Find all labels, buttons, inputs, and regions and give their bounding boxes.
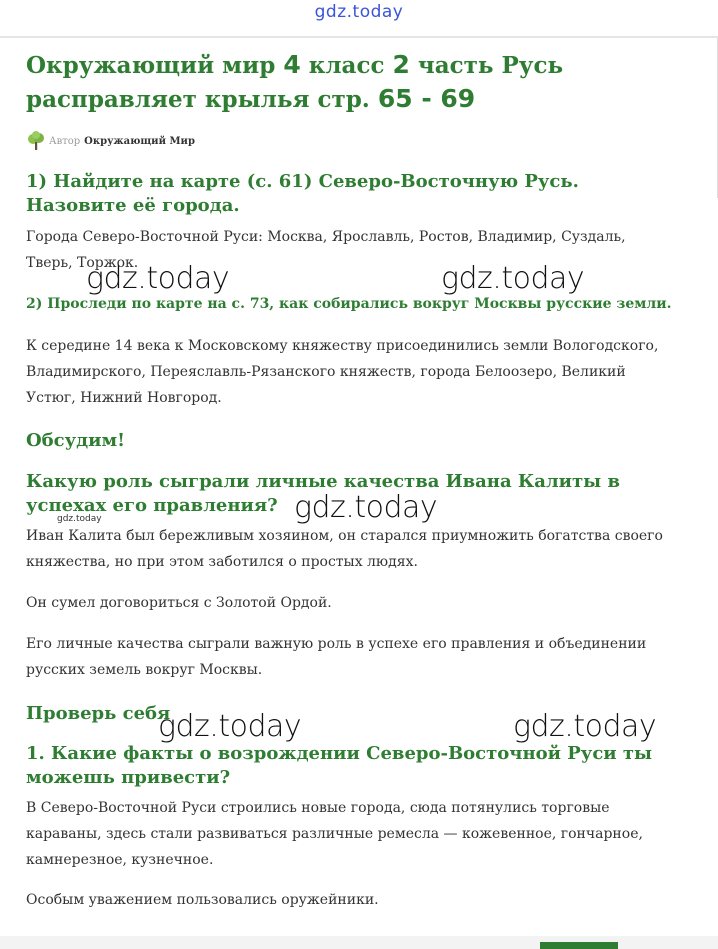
author-label: Автор <box>49 135 81 147</box>
question-2-title: 2) Проследи по карте на с. 73, как собирались вокруг Москвы русские земли. <box>26 296 672 312</box>
question-3-paragraph-1: Иван Калита был бережливым хозяином, он старался приумножить богатства своего княжества, но при этом заботился о простых людях. <box>26 528 663 570</box>
question-3-paragraph-2: Он сумел договориться с Золотой Ордой. <box>26 595 332 611</box>
title-grade: 4 <box>283 50 301 79</box>
question-4-paragraph-1: В Северо-Восточной Руси строились новые города, сюда потянулись торговые караваны, здесь стали развиваться различные ремесла — кожевенное, гончарное, камнерезное, кузнечное. <box>26 800 643 868</box>
watermark: gdz.today <box>86 261 230 296</box>
watermark: gdz.today <box>158 709 302 744</box>
check-yourself-title: Проверь себя <box>26 703 171 724</box>
title-part: Окружающий мир <box>26 52 284 79</box>
question-3-paragraph-3: Его личные качества сыграли важную роль в успехе его правления и объединении русских земель вокруг Москвы. <box>26 636 647 678</box>
page-title <box>26 48 686 116</box>
question-3-title: Какую роль сыграли личные качества Ивана Калиты в успехах его правления? <box>26 471 620 516</box>
watermark: gdz.today <box>441 261 585 296</box>
question-1-title: 1) Найдите на карте (с. 61) Северо-Восточную Русь. Назовите её города. <box>26 171 579 216</box>
site-logo[interactable]: gdz.today <box>314 2 404 22</box>
watermark-small: gdz.today <box>57 514 102 524</box>
bottom-button[interactable] <box>540 942 618 949</box>
title-part-number: 2 <box>392 50 410 79</box>
author-name[interactable]: Окружающий Мир <box>84 135 195 147</box>
tree-icon <box>26 131 46 151</box>
watermark: gdz.today <box>294 490 438 525</box>
title-pages: 65 - 69 <box>377 84 476 113</box>
title-part: часть Русь расправляет крылья стр. <box>26 52 564 113</box>
title-part: класс <box>300 52 393 79</box>
author-line <box>26 130 195 152</box>
watermark: gdz.today <box>513 709 657 744</box>
question-1-answer: Города Северо-Восточной Руси: Москва, Ярославль, Ростов, Владимир, Суздаль, Тверь, Торжок. <box>26 229 626 271</box>
discuss-title: Обсудим! <box>26 430 126 451</box>
top-bar <box>0 0 718 38</box>
question-2-answer: К середине 14 века к Московскому княжеству присоединились земли Вологодского, Владимирского, Переяславль-Рязанского княжеств, города Белоозеро, Великий Устюг, Нижний Новгород. <box>26 338 659 406</box>
question-4-paragraph-2: Особым уважением пользовались оружейники. <box>26 892 379 908</box>
question-4-title: 1. Какие факты о возрождении Северо-Восточной Руси ты можешь привести? <box>26 743 653 788</box>
